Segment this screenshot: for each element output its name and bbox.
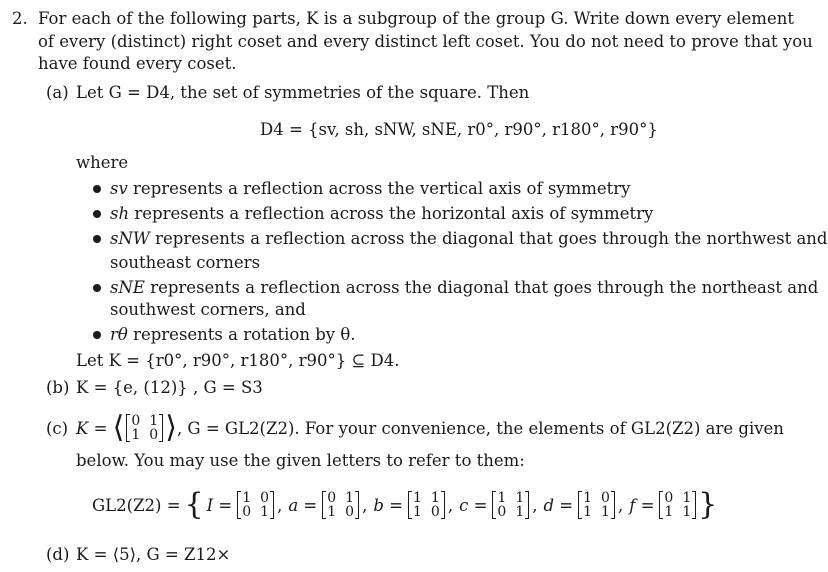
bullet-icon [93,210,101,218]
gl2-elements-equation [92,480,717,530]
separator-comma: , [617,495,624,515]
d4-display-equation: D4 = {sv, sh, sNW, sNE, r0°, r90°, r180°, r90°} [260,120,658,139]
gl2-element-matrix [492,491,529,519]
k-generator-matrix [126,414,163,442]
matrix-entry: 1 [515,504,525,520]
part-c-text-2: below. You may use the given letters to refer to them: [76,451,525,470]
bullet-text: represents a reflection across the diagonal that goes through the northeast and [150,278,819,297]
brace-left: { [184,487,204,522]
gl2-element-matrix [578,491,615,519]
bullet-sne-continuation: southwest corners, and [110,300,306,319]
matrix-entry: 1 [345,490,355,506]
gl2-element-matrix [408,491,445,519]
bullet-text: represents a reflection across the diagonal that goes through the northwest and [155,229,828,248]
separator-comma: , [447,495,454,515]
bullet-symbol: sh [110,204,130,223]
matrix-row [131,428,158,442]
matrix-row [413,491,440,505]
gl2-element-matrix [322,491,359,519]
angle-left: ⟨ [112,410,125,445]
matrix-entry: 0 [327,490,337,506]
matrix-entry: 0 [601,490,610,506]
bullet-snw-continuation: southeast corners [110,253,261,272]
part-d-text: K = ⟨5⟩, G = Z12× [76,545,231,564]
matrix-row [242,491,269,505]
bullet-icon [93,235,101,243]
separator-comma: , [362,495,368,515]
matrix-row [327,505,354,519]
matrix-entry: 1 [664,504,674,520]
matrix-row [497,505,524,519]
part-c-line-1 [76,404,784,452]
gl2-element-matrix [237,491,274,519]
part-b-label: (b) [46,378,70,397]
part-c-label: (c) [46,419,69,438]
part-d-label: (d) [46,545,70,564]
matrix-entry: 0 [131,413,141,429]
matrix-entry: 0 [664,490,674,506]
gl2-element-list [204,491,699,519]
part-a-text: Let G = D4, the set of symmetries of the square. Then [76,83,530,102]
bullet-icon [93,185,101,193]
matrix-entry: 0 [497,504,507,520]
matrix-entry: 1 [682,504,692,520]
matrix-entry: 1 [412,504,422,520]
matrix-entry: 1 [515,490,525,506]
separator-comma: , [277,495,283,515]
matrix-entry: 0 [242,504,252,520]
matrix-entry: 0 [430,504,440,520]
brace-right: } [698,487,718,522]
gl2-label: GL2(Z2) = [92,495,181,515]
matrix-entry: 0 [149,427,159,443]
matrix-entry: 1 [327,504,337,520]
matrix-row [413,505,440,519]
matrix-entry: 1 [131,427,141,443]
bullet-symbol: sNE [110,278,145,297]
part-a-let-k: Let K = {r0°, r90°, r180°, r90°} ⊆ D4. [76,351,400,370]
matrix-entry: 1 [583,490,593,506]
bullet-symbol: sNW [110,229,150,248]
bullet-text: represents a reflection across the vertical axis of symmetry [133,179,631,198]
part-c-text: , G = GL2(Z2). For your convenience, the elements of GL2(Z2) are given [176,418,784,438]
gl2-element-name: a = [288,495,318,515]
bullet-sh [110,203,653,225]
bullet-icon [93,331,101,339]
matrix-row [664,491,691,505]
matrix-entry: 1 [430,490,440,506]
matrix-row [242,505,269,519]
matrix-row [664,505,691,519]
bullet-rtheta [110,324,356,346]
where-label: where [76,153,129,172]
problem-number: 2. [12,9,28,28]
matrix-entry: 1 [601,504,610,520]
gl2-element-matrix [659,491,696,519]
k-symbol: K = [76,418,113,438]
matrix-row [131,414,158,428]
gl2-element-name: b = [373,495,403,515]
matrix-row [497,491,524,505]
bullet-sne [110,277,818,299]
bullet-text: represents a rotation by θ. [133,325,356,344]
intro-line-3: have found every coset. [38,54,237,73]
intro-line-2: of every (distinct) right coset and every distinct left coset. You do not need to prove that you [38,32,813,51]
matrix-entry: 1 [583,504,593,520]
gl2-element-name: c = [459,495,488,515]
intro-line-1: For each of the following parts, K is a subgroup of the group G. Write down every element [38,9,794,28]
matrix-entry: 1 [260,504,270,520]
matrix-entry: 1 [682,490,692,506]
bullet-text: represents a reflection across the horizontal axis of symmetry [134,204,654,223]
matrix-entry: 0 [345,504,355,520]
bullet-icon [93,284,101,292]
gl2-element-name: f = [629,495,655,515]
part-a-label: (a) [46,83,69,102]
part-b-text: K = {e, (12)} , G = S3 [76,378,263,397]
matrix-row [327,491,354,505]
gl2-element-name: I = [206,495,233,515]
angle-right: ⟩ [165,410,177,445]
bullet-sv [110,178,631,200]
matrix-entry: 1 [412,490,422,506]
matrix-entry: 1 [242,490,252,506]
bullet-snw [110,228,827,250]
matrix-row [583,491,610,505]
bullet-symbol: sv [110,179,128,198]
matrix-entry: 1 [149,413,159,429]
matrix-row [583,505,610,519]
matrix-entry: 1 [497,490,507,506]
matrix-entry: 0 [260,490,270,506]
separator-comma: , [532,495,538,515]
bullet-symbol: rθ [110,325,128,344]
gl2-element-name: d = [543,495,574,515]
